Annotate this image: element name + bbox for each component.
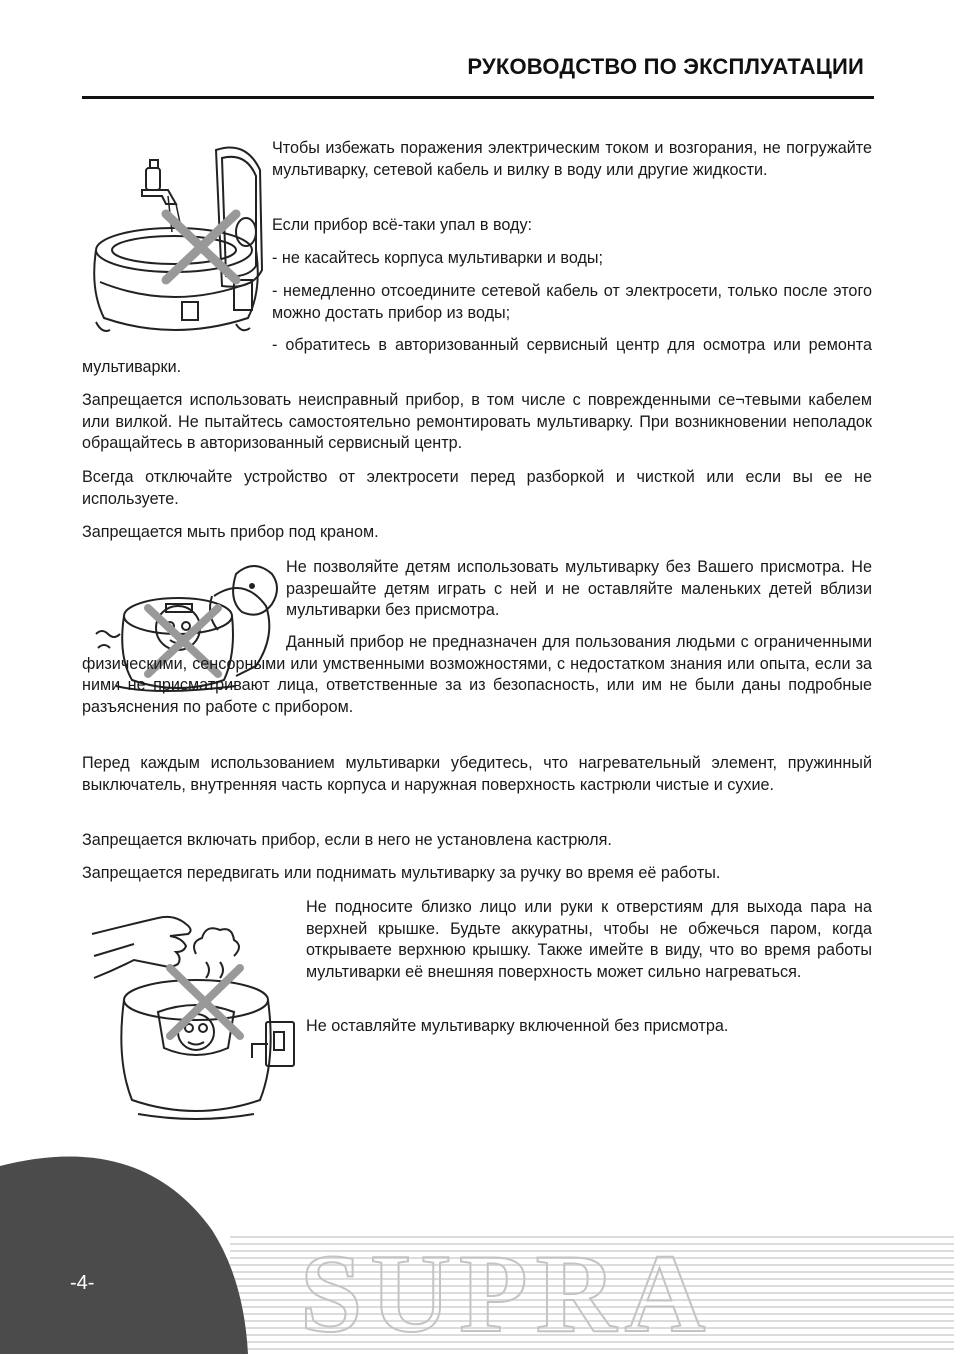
unplug-paragraph: Всегда отключайте устройство от электросети перед разборкой и чисткой или если вы ее не используете.: [82, 468, 872, 508]
faulty-device-paragraph: Запрещается использовать неисправный прибор, в том числе с поврежденными се¬тевыми кабелем или вилкой. Не пытайтесь самостоятельно ремонтировать мультиварку. При возникновении неполадок обращайтесь в авторизованный сервисный центр.: [82, 391, 872, 452]
limited-abilities-paragraph: Данный прибор не предназначен для пользования людьми с ограниченными физическими, сенсорными или умственными возможностями, с недостатком знания или опыта, если за ними не присматривают лица, ответственные за из безопасность, или им не были даны подробные разъяснения по работе с прибором.: [82, 633, 872, 716]
children-paragraph: Не позволяйте детям использовать мультиварку без Вашего присмотра. Не разрешайте детям играть с ней и не оставляйте маленьких детей вблизи мультиварки без присмотра.: [286, 558, 872, 619]
corner-shape: [0, 1150, 250, 1359]
cooker-under-tap-illustration: [86, 132, 266, 342]
no-pot-paragraph: Запрещается включать прибор, если в него не установлена кастрюля.: [82, 831, 612, 849]
supra-logo: SUPRA: [300, 1232, 714, 1356]
warning-water-paragraph: Чтобы избежать поражения электрическим током и возгорания, не погружайте мультиварку, сетевой кабель и вилку в воду или другие жидкости.: [272, 139, 872, 179]
service-center-item: - обратитесь в авторизованный сервисный центр для осмотра или ремонта мультиварки.: [82, 336, 872, 376]
clean-dry-paragraph: Перед каждым использованием мультиварки убедитесь, что нагревательный элемент, пружинный выключатель, внутренняя часть корпуса и наружная поверхность кастрюли чистые и сухие.: [82, 754, 872, 794]
steam-warning-paragraph: Не подносите близко лицо или руки к отверстиям для выхода пара на верхней крышке. Будьте аккуратны, чтобы не обжечься паром, когда открываете верхнюю крышку. Также имейте в виду, что во время работы мультиварки её внешняя поверхность может сильно нагреваться.: [306, 898, 872, 981]
header-divider: [82, 96, 874, 99]
no-tap-wash-paragraph: Запрещается мыть прибор под краном.: [82, 523, 379, 541]
do-not-touch-item: - не касайтесь корпуса мультиварки и воды;: [272, 249, 604, 267]
unattended-paragraph: Не оставляйте мультиварку включенной без присмотра.: [306, 1017, 729, 1035]
if-dropped-paragraph: Если прибор всё-таки упал в воду:: [272, 216, 533, 234]
hand-over-steam-illustration: [88, 904, 300, 1124]
no-moving-paragraph: Запрещается передвигать или поднимать мультиварку за ручку во время её работы.: [82, 864, 721, 882]
page-title: РУКОВОДСТВО ПО ЭКСПЛУАТАЦИИ: [467, 54, 864, 79]
page-number: -4-: [70, 1272, 95, 1294]
disconnect-item: - немедленно отсоедините сетевой кабель от электросети, только после этого можно достать прибор из воды;: [272, 282, 872, 322]
